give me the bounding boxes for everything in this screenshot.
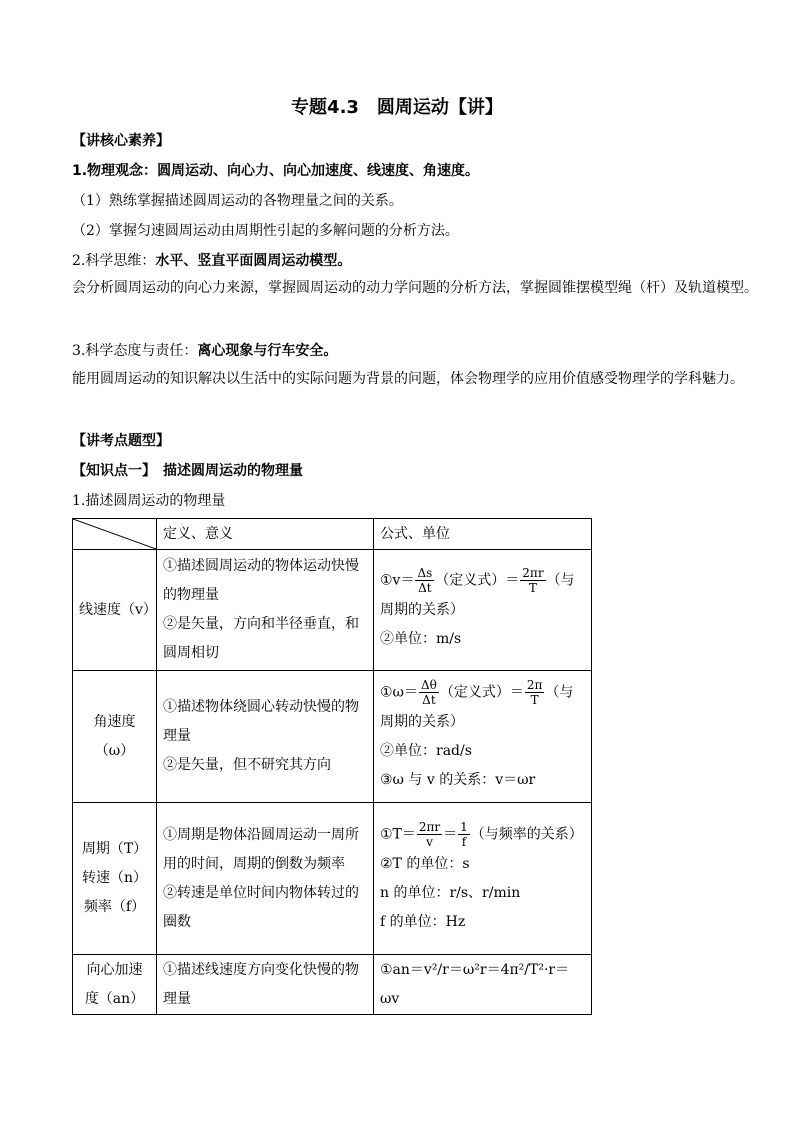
header-formula: 公式、单位	[374, 519, 592, 550]
formula-cell	[374, 803, 592, 955]
formula-cell	[374, 550, 592, 671]
definition-line: ①描述物体绕圆心转动快慢的物理量	[163, 699, 359, 744]
definition-line: ②是矢量，方向和半径垂直，和圆周相切	[163, 616, 359, 661]
kp1-subheading: 1.描述圆周运动的物理量	[72, 493, 226, 509]
unit-line: ②单位：m/s	[380, 630, 462, 647]
p2-line	[72, 250, 351, 270]
formula-cell	[374, 671, 592, 803]
p1-item2: （2）掌握匀速圆周运动由周期性引起的多解问题的分析方法。	[72, 223, 459, 239]
table-row	[73, 671, 592, 803]
row-label: 角速度（ω）	[73, 671, 157, 803]
table-row	[73, 550, 592, 671]
unit-line: ②单位：rad/s	[380, 742, 472, 759]
p2-label: 2.科学思维：	[72, 253, 156, 269]
definition-line: ②转速是单位时间内物体转过的圈数	[163, 884, 359, 930]
p3-line	[72, 340, 337, 360]
table-row	[73, 955, 592, 1015]
p1-item1: （1）熟练掌握描述圆周运动的各物理量之间的关系。	[72, 193, 403, 209]
table-header-row	[73, 519, 592, 550]
row-label: 周期（T） 转速（n） 频率（f）	[73, 803, 157, 955]
p1-label: 1.物理观念：	[72, 163, 158, 179]
p2-body: 会分析圆周运动的向心力来源，掌握圆周运动的动力学问题的分析方法，掌握圆锥摆模型绳（杆）及轨道模型。	[72, 280, 758, 296]
unit-line: f 的单位：Hz	[380, 913, 466, 930]
p3-body: 能用圆周运动的知识解决以生活中的实际问题为背景的问题，体会物理学的应用价值感受物理学的学科魅力。	[72, 371, 744, 387]
definition-line: ①描述线速度方向变化快慢的物理量	[163, 961, 359, 1007]
definition-line: ①周期是物体沿圆周运动一周所用的时间，周期的倒数为频率	[163, 826, 359, 872]
formula-line: ①an＝v²/r＝ω²r＝4π²/T²·r＝ωv	[380, 961, 570, 1007]
relation-line: ③ω 与 v 的关系：v＝ωr	[380, 771, 536, 788]
row-label: 线速度（v）	[73, 550, 157, 671]
definition-cell	[157, 671, 374, 803]
unit-line: ②T 的单位：s	[380, 855, 470, 872]
p3-text: 离心现象与行车安全。	[197, 343, 338, 359]
quantities-table	[72, 518, 592, 1015]
exam-heading: 【讲考点题型】	[72, 433, 170, 449]
diagonal-header-cell	[73, 519, 157, 550]
core-heading: 【讲核心素养】	[72, 133, 170, 149]
formula-line: ①v＝ $\frac{\Delta s}{\Delta t}$ （定义式）＝ $\frac{2\pi r}{T}$ （与周期的关系）	[380, 566, 575, 618]
unit-line: n 的单位：r/s、r/min	[380, 884, 521, 901]
formula-line: ①ω＝ $\frac{\Delta\theta}{\Delta t}$ （定义式）＝ $\frac{2\pi}{T}$ （与周期的关系）	[380, 678, 574, 730]
definition-cell	[157, 955, 374, 1015]
p1-text: 圆周运动、向心力、向心加速度、线速度、角速度。	[157, 163, 480, 179]
definition-cell	[157, 550, 374, 671]
p3-label: 3.科学态度与责任：	[72, 343, 198, 359]
formula-line: ①T＝ $\frac{2\pi r}{v}$ ＝ $\frac{1}{f}$ （与频率的关系）	[380, 820, 583, 850]
definition-cell	[157, 803, 374, 955]
definition-line: ①描述圆周运动的物体运动快慢的物理量	[163, 558, 359, 603]
table-row	[73, 803, 592, 955]
row-label: 向心加速 度（an）	[73, 955, 157, 1015]
formula-cell	[374, 955, 592, 1015]
definition-line: ②是矢量，但不研究其方向	[163, 757, 331, 773]
kp1-heading: 【知识点一】 描述圆周运动的物理量	[72, 463, 303, 479]
p1-line	[72, 160, 479, 180]
p2-text: 水平、竖直平面圆周运动模型。	[155, 253, 352, 269]
page-title: 专题4.3 圆周运动【讲】	[291, 97, 503, 118]
header-definition: 定义、意义	[157, 519, 374, 550]
